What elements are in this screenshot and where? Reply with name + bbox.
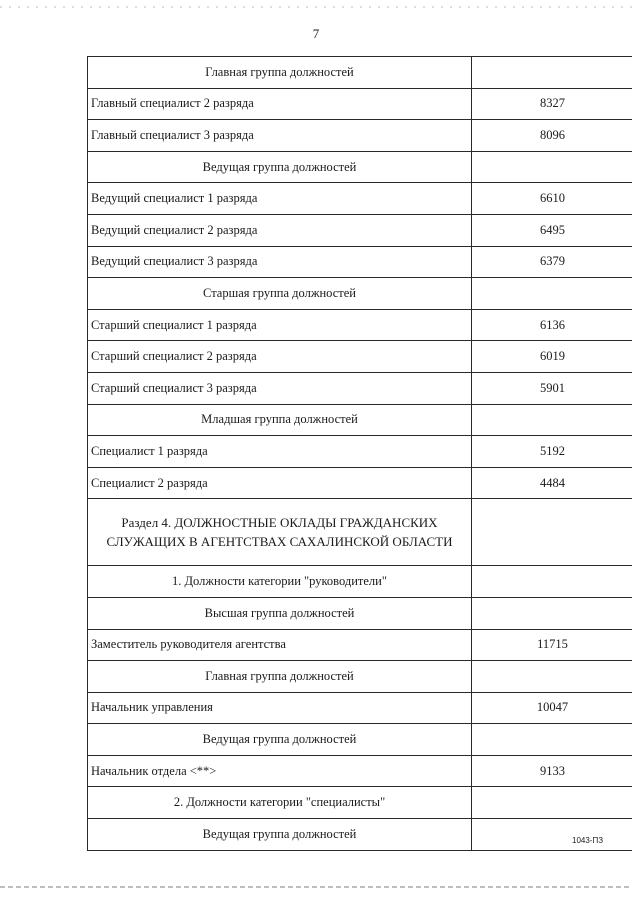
group-header-row bbox=[88, 566, 632, 598]
position-row bbox=[88, 692, 632, 724]
position-title: Ведущий специалист 3 разряда bbox=[88, 246, 472, 278]
scan-noise-top bbox=[0, 6, 632, 8]
page-number: 7 bbox=[312, 26, 320, 41]
salary-value: 6495 bbox=[472, 214, 632, 246]
salary-value bbox=[472, 787, 632, 819]
salary-value bbox=[472, 499, 632, 566]
salary-value bbox=[472, 151, 632, 183]
group-header-row bbox=[88, 819, 632, 851]
salary-value: 10047 bbox=[472, 692, 632, 724]
position-title: Старший специалист 2 разряда bbox=[88, 341, 472, 373]
position-title: Ведущий специалист 1 разряда bbox=[88, 183, 472, 215]
group-title: Раздел 4. ДОЛЖНОСТНЫЕ ОКЛАДЫ ГРАЖДАНСКИХ СЛУЖАЩИХ В АГЕНТСТВАХ САХАЛИНСКОЙ ОБЛАСТИ bbox=[88, 499, 472, 566]
salary-value bbox=[472, 566, 632, 598]
group-title: Ведущая группа должностей bbox=[88, 819, 472, 851]
position-row bbox=[88, 372, 632, 404]
group-header-row bbox=[88, 597, 632, 629]
salary-table-body bbox=[88, 57, 632, 851]
scan-noise-bottom bbox=[0, 886, 632, 888]
position-title: Заместитель руководителя агентства bbox=[88, 629, 472, 661]
salary-value: 6019 bbox=[472, 341, 632, 373]
group-header-row bbox=[88, 661, 632, 693]
document-code: 1043-ПЗ bbox=[572, 836, 604, 845]
group-header-row bbox=[88, 278, 632, 310]
salary-value: 6610 bbox=[472, 183, 632, 215]
position-title: Специалист 1 разряда bbox=[88, 436, 472, 468]
position-row bbox=[88, 341, 632, 373]
position-row bbox=[88, 88, 632, 120]
position-row bbox=[88, 467, 632, 499]
position-title: Начальник отдела <**> bbox=[88, 755, 472, 787]
position-title: Главный специалист 3 разряда bbox=[88, 120, 472, 152]
salary-value bbox=[472, 661, 632, 693]
group-title: Высшая группа должностей bbox=[88, 597, 472, 629]
group-header-row bbox=[88, 57, 632, 89]
salary-value: 11715 bbox=[472, 629, 632, 661]
position-title: Специалист 2 разряда bbox=[88, 467, 472, 499]
group-title: Главная группа должностей bbox=[88, 57, 472, 89]
group-header-row bbox=[88, 151, 632, 183]
salary-value bbox=[472, 597, 632, 629]
salary-value bbox=[472, 57, 632, 89]
salary-value bbox=[472, 278, 632, 310]
group-title: Младшая группа должностей bbox=[88, 404, 472, 436]
salary-value: 6136 bbox=[472, 309, 632, 341]
position-row bbox=[88, 120, 632, 152]
position-title: Начальник управления bbox=[88, 692, 472, 724]
position-title: Ведущий специалист 2 разряда bbox=[88, 214, 472, 246]
salary-value: 8096 bbox=[472, 120, 632, 152]
salary-value: 4484 bbox=[472, 467, 632, 499]
salary-value: 6379 bbox=[472, 246, 632, 278]
position-row bbox=[88, 246, 632, 278]
position-row bbox=[88, 214, 632, 246]
position-row bbox=[88, 436, 632, 468]
salary-value bbox=[472, 819, 632, 851]
group-header-row bbox=[88, 787, 632, 819]
salary-value: 5192 bbox=[472, 436, 632, 468]
position-title: Главный специалист 2 разряда bbox=[88, 88, 472, 120]
position-row bbox=[88, 309, 632, 341]
group-title: Главная группа должностей bbox=[88, 661, 472, 693]
salary-value: 9133 bbox=[472, 755, 632, 787]
position-title: Старший специалист 3 разряда bbox=[88, 372, 472, 404]
group-title: 1. Должности категории "руководители" bbox=[88, 566, 472, 598]
group-title: Ведущая группа должностей bbox=[88, 151, 472, 183]
section-header-row bbox=[88, 499, 632, 566]
group-title: Ведущая группа должностей bbox=[88, 724, 472, 756]
group-header-row bbox=[88, 404, 632, 436]
salary-value bbox=[472, 724, 632, 756]
salary-value: 5901 bbox=[472, 372, 632, 404]
position-title: Старший специалист 1 разряда bbox=[88, 309, 472, 341]
group-title: 2. Должности категории "специалисты" bbox=[88, 787, 472, 819]
group-title: Старшая группа должностей bbox=[88, 278, 472, 310]
position-row bbox=[88, 183, 632, 215]
group-header-row bbox=[88, 724, 632, 756]
salary-table bbox=[87, 56, 632, 851]
salary-value: 8327 bbox=[472, 88, 632, 120]
position-row bbox=[88, 629, 632, 661]
salary-value bbox=[472, 404, 632, 436]
position-row bbox=[88, 755, 632, 787]
